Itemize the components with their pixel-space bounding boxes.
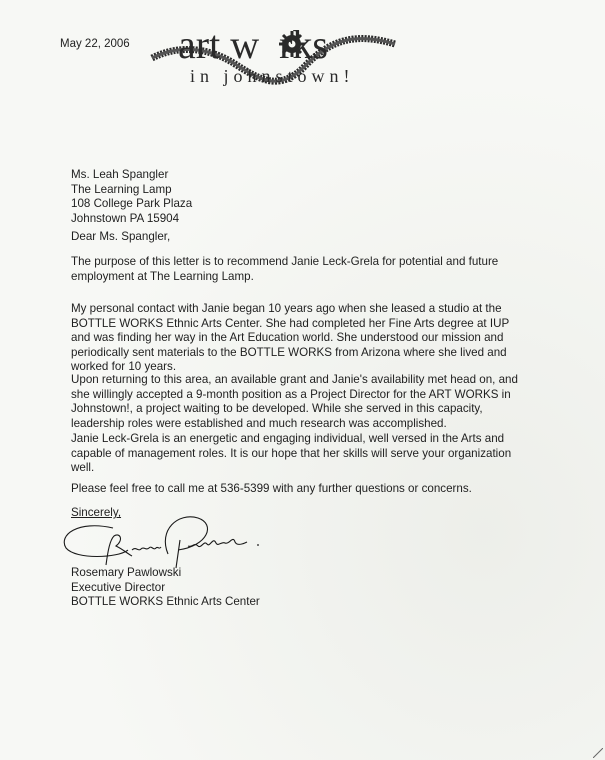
signer-block: [71, 566, 260, 610]
paragraph-line: The purpose of this letter is to recommend Janie Leck-Grela for potential and future: [71, 255, 499, 268]
signature: [58, 510, 268, 570]
paragraph-line: BOTTLE WORKS Ethnic Arts Center. She had completed her Fine Arts degree at IUP: [71, 316, 510, 330]
recipient-name: Ms. Leah Spangler: [71, 168, 169, 181]
gear-swoosh-icon: [140, 14, 400, 94]
logo-line1: art works: [178, 22, 328, 67]
paragraph-line: Upon returning to this area, an available grant and Janie's availability met head on, and: [71, 373, 518, 386]
paragraph-recommendation: [71, 432, 511, 476]
paragraph-line: leadership roles were established and much research was accomplished.: [71, 416, 447, 430]
art-works-logo: [140, 14, 400, 94]
recipient-organization: The Learning Lamp: [71, 182, 172, 196]
paragraph-line: periodically sent materials to the BOTTLE WORKS from Arizona where she lived and: [71, 345, 507, 359]
paragraph-line: Johnstown!, a project waiting to be developed. While she served in this capacity,: [71, 402, 483, 416]
paragraph-line: worked for 10 years.: [71, 360, 177, 374]
recipient-street: 108 College Park Plaza: [71, 197, 193, 211]
paragraph-line: and was finding her way in the Art Education world. She understood our mission and: [71, 331, 504, 345]
recipient-address: [71, 168, 192, 226]
letter-date: May 22, 2006: [60, 38, 130, 50]
scan-corner-mark-icon: [593, 748, 603, 758]
signer-organization: BOTTLE WORKS Ethnic Arts Center: [71, 595, 260, 609]
paragraph-line: well.: [71, 461, 95, 475]
paragraph-project-director: [71, 373, 518, 431]
handwritten-signature-icon: [58, 510, 268, 570]
paragraph-line: Janie Leck-Grela is an energetic and engaging individual, well versed in the Arts and: [71, 432, 505, 445]
salutation: Dear Ms. Spangler,: [71, 230, 171, 243]
paragraph-contact: [71, 482, 472, 497]
paragraph-purpose: [71, 255, 498, 284]
paragraph-line: Please feel free to call me at 536-5399 with any further questions or concerns.: [71, 482, 472, 495]
paragraph-line: employment at The Learning Lamp.: [71, 269, 254, 283]
paragraph-line: capable of management roles. It is our hope that her skills will serve your organization: [71, 446, 512, 460]
closing: Sincerely,: [71, 506, 122, 519]
signer-title: Executive Director: [71, 580, 166, 594]
recipient-city-state-zip: Johnstown PA 15904: [71, 211, 180, 225]
logo-line2: in johnstown!: [190, 66, 355, 86]
paragraph-line: My personal contact with Janie began 10 years ago when she leased a studio at the: [71, 302, 502, 315]
signer-name: Rosemary Pawlowski: [71, 566, 182, 579]
paragraph-history: [71, 302, 509, 375]
paragraph-line: she willingly accepted a 9-month position as a Project Director for the ART WORKS in: [71, 387, 511, 401]
